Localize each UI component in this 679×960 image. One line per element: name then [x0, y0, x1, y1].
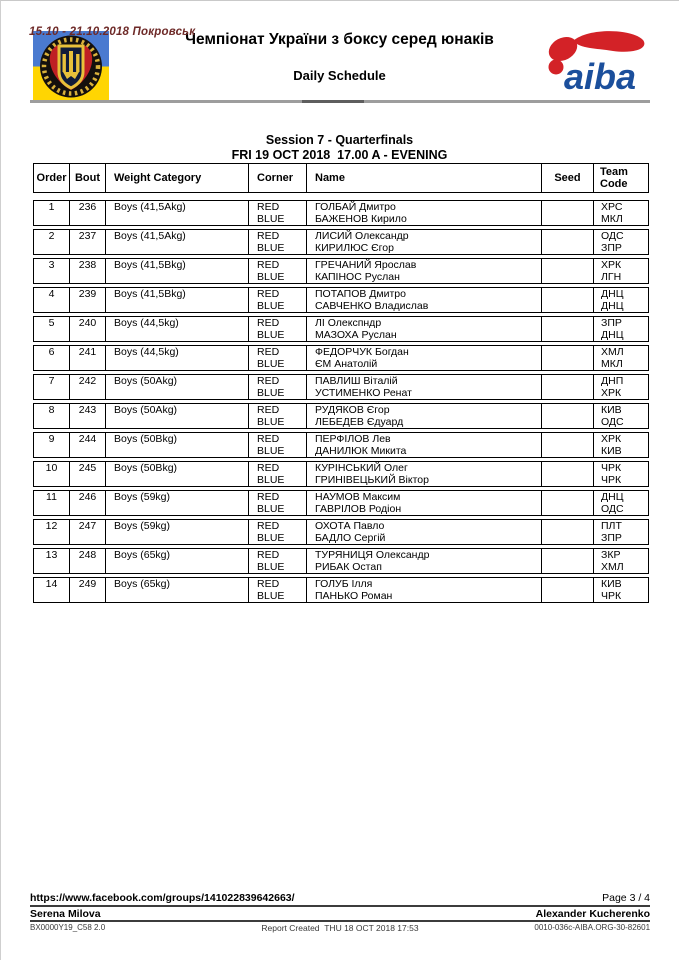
red-boxer-name: ТУРЯНИЦЯ Олександр	[315, 549, 430, 561]
blue-boxer-name: МАЗОХА Руслан	[315, 329, 397, 341]
weight-category-cell: Boys (41,5Akg)	[106, 201, 249, 225]
blue-corner-label: BLUE	[257, 503, 285, 515]
weight-category-cell: Boys (59kg)	[106, 491, 249, 515]
blue-corner-label: BLUE	[257, 474, 285, 486]
blue-team-code: МКЛ	[601, 213, 623, 225]
red-team-code: ЗКР	[601, 549, 621, 561]
footer-row-2	[30, 907, 650, 922]
red-boxer-name: ПЕРФІЛОВ Лев	[315, 433, 391, 445]
seed-cell	[542, 375, 594, 399]
corner-cell	[249, 433, 307, 457]
red-corner-label: RED	[257, 317, 280, 329]
seed-cell	[542, 259, 594, 283]
name-cell	[307, 404, 542, 428]
blue-team-code: ЗПР	[601, 532, 622, 544]
order-cell: 14	[34, 578, 70, 602]
blue-boxer-name: САВЧЕНКО Владислав	[315, 300, 429, 312]
red-boxer-name: ОХОТА Павло	[315, 520, 385, 532]
report-code: BX0000Y19_C58 2.0	[30, 923, 106, 932]
bout-cell: 236	[70, 201, 106, 225]
blue-corner-label: BLUE	[257, 561, 285, 573]
seed-cell	[542, 520, 594, 544]
red-corner-label: RED	[257, 259, 280, 271]
red-corner-label: RED	[257, 201, 280, 213]
blue-corner-label: BLUE	[257, 590, 285, 602]
red-team-code: ЧРК	[601, 462, 622, 474]
blue-corner-label: BLUE	[257, 213, 285, 225]
bout-cell: 244	[70, 433, 106, 457]
header-weight-category: Weight Category	[106, 164, 249, 192]
team-code-cell	[594, 288, 650, 312]
red-corner-label: RED	[257, 578, 280, 590]
blue-team-code: ЛГН	[601, 271, 622, 283]
order-cell: 12	[34, 520, 70, 544]
blue-corner-label: BLUE	[257, 358, 285, 370]
red-team-code: ДНЦ	[601, 288, 624, 300]
blue-team-code: ДНЦ	[601, 300, 624, 312]
red-team-code: ПЛТ	[601, 520, 622, 532]
divider-smudge	[302, 100, 364, 103]
team-code-cell	[594, 520, 650, 544]
blue-boxer-name: БАЖЕНОВ Кирило	[315, 213, 407, 225]
blue-boxer-name: ГРИНІВЕЦЬКИЙ Віктор	[315, 474, 429, 486]
table-row	[33, 461, 649, 487]
red-corner-label: RED	[257, 491, 280, 503]
report-created: Report Created THU 18 OCT 2018 17:53	[261, 923, 419, 933]
table-row	[33, 229, 649, 255]
weight-category-cell: Boys (59kg)	[106, 520, 249, 544]
page-title: Чемпіонат України з боксу серед юнаків	[185, 31, 494, 48]
blue-boxer-name: ЄМ Анатолій	[315, 358, 378, 370]
red-team-code: ХРС	[601, 201, 623, 213]
doc-id: 0010-036c-AIBA.ORG-30-82601	[534, 923, 651, 932]
red-team-code: ДНП	[601, 375, 624, 387]
blue-boxer-name: ПАНЬКО Роман	[315, 590, 393, 602]
blue-boxer-name: УСТИМЕНКО Ренат	[315, 387, 412, 399]
order-cell: 7	[34, 375, 70, 399]
team-code-cell	[594, 259, 650, 283]
red-corner-label: RED	[257, 230, 280, 242]
blue-corner-label: BLUE	[257, 532, 285, 544]
order-cell: 5	[34, 317, 70, 341]
team-code-cell	[594, 346, 650, 370]
order-cell: 13	[34, 549, 70, 573]
team-code-cell	[594, 462, 650, 486]
team-code-cell	[594, 375, 650, 399]
table-row	[33, 374, 649, 400]
aiba-logo-text: aiba	[564, 56, 637, 97]
red-corner-label: RED	[257, 433, 280, 445]
red-boxer-name: ПАВЛИШ Віталій	[315, 375, 398, 387]
red-boxer-name: ГОЛБАЙ Дмитро	[315, 201, 396, 213]
corner-cell	[249, 404, 307, 428]
blue-team-code: КИВ	[601, 445, 622, 457]
seed-cell	[542, 288, 594, 312]
corner-cell	[249, 491, 307, 515]
seed-cell	[542, 549, 594, 573]
page-footer	[30, 892, 650, 933]
table-row	[33, 548, 649, 574]
order-cell: 6	[34, 346, 70, 370]
page-subtitle: Daily Schedule	[293, 68, 386, 83]
red-corner-label: RED	[257, 346, 280, 358]
seed-cell	[542, 230, 594, 254]
seed-cell	[542, 404, 594, 428]
red-boxer-name: КУРІНСЬКИЙ Олег	[315, 462, 408, 474]
weight-category-cell: Boys (50Akg)	[106, 404, 249, 428]
blue-boxer-name: ГАВРІЛОВ Родіон	[315, 503, 402, 515]
header-corner: Corner	[249, 164, 307, 192]
weight-category-cell: Boys (50Bkg)	[106, 433, 249, 457]
red-team-code: ЗПР	[601, 317, 622, 329]
corner-cell	[249, 462, 307, 486]
corner-cell	[249, 549, 307, 573]
blue-corner-label: BLUE	[257, 387, 285, 399]
red-boxer-name: ГРЕЧАНИЙ Ярослав	[315, 259, 417, 271]
table-row	[33, 287, 649, 313]
red-team-code: КИВ	[601, 578, 622, 590]
bout-cell: 245	[70, 462, 106, 486]
red-corner-label: RED	[257, 462, 280, 474]
bout-cell: 247	[70, 520, 106, 544]
corner-cell	[249, 259, 307, 283]
header-seed: Seed	[542, 164, 594, 192]
table-row	[33, 258, 649, 284]
event-dates-annotation: 15.10 - 21.10.2018 Покровськ	[29, 26, 196, 38]
order-cell: 9	[34, 433, 70, 457]
red-boxer-name: РУДЯКОВ Єгор	[315, 404, 390, 416]
red-boxer-name: ПОТАПОВ Дмитро	[315, 288, 406, 300]
bout-cell: 240	[70, 317, 106, 341]
order-cell: 3	[34, 259, 70, 283]
red-corner-label: RED	[257, 520, 280, 532]
weight-category-cell: Boys (50Akg)	[106, 375, 249, 399]
blue-team-code: ХМЛ	[601, 561, 624, 573]
weight-category-cell: Boys (44,5kg)	[106, 317, 249, 341]
team-code-cell	[594, 230, 650, 254]
bout-cell: 241	[70, 346, 106, 370]
team-code-cell	[594, 404, 650, 428]
corner-cell	[249, 230, 307, 254]
session-block	[0, 133, 679, 163]
red-team-code: ОДС	[601, 230, 624, 242]
blue-boxer-name: РИБАК Остап	[315, 561, 382, 573]
red-boxer-name: ГОЛУБ Ілля	[315, 578, 373, 590]
footer-row-3	[30, 922, 650, 933]
table-row	[33, 403, 649, 429]
bout-cell: 242	[70, 375, 106, 399]
footer-row-1	[30, 892, 650, 907]
order-cell: 4	[34, 288, 70, 312]
name-cell	[307, 317, 542, 341]
name-cell	[307, 346, 542, 370]
seed-cell	[542, 491, 594, 515]
red-boxer-name: НАУМОВ Максим	[315, 491, 401, 503]
weight-category-cell: Boys (41,5Bkg)	[106, 259, 249, 283]
corner-cell	[249, 288, 307, 312]
name-cell	[307, 433, 542, 457]
red-boxer-name: ФЕДОРЧУК Богдан	[315, 346, 409, 358]
seed-cell	[542, 462, 594, 486]
blue-corner-label: BLUE	[257, 445, 285, 457]
official-left: Serena Milova	[30, 908, 101, 920]
team-code-cell	[594, 549, 650, 573]
blue-team-code: ОДС	[601, 416, 624, 428]
blue-boxer-name: КАПІНОС Руслан	[315, 271, 400, 283]
red-team-code: ДНЦ	[601, 491, 624, 503]
blue-corner-label: BLUE	[257, 300, 285, 312]
header-name: Name	[307, 164, 542, 192]
blue-corner-label: BLUE	[257, 416, 285, 428]
red-corner-label: RED	[257, 404, 280, 416]
header-bout: Bout	[70, 164, 106, 192]
red-corner-label: RED	[257, 288, 280, 300]
team-code-cell	[594, 201, 650, 225]
name-cell	[307, 230, 542, 254]
header-team-code: Team Code	[600, 166, 628, 190]
weight-category-cell: Boys (65kg)	[106, 578, 249, 602]
table-row	[33, 200, 649, 226]
blue-team-code: ХРК	[601, 387, 622, 399]
blue-boxer-name: БАДЛО Сергій	[315, 532, 386, 544]
seed-cell	[542, 433, 594, 457]
page-number: Page 3 / 4	[602, 892, 650, 904]
corner-cell	[249, 201, 307, 225]
bout-cell: 239	[70, 288, 106, 312]
name-cell	[307, 578, 542, 602]
blue-corner-label: BLUE	[257, 271, 285, 283]
red-team-code: КИВ	[601, 404, 622, 416]
team-code-cell	[594, 491, 650, 515]
table-row	[33, 519, 649, 545]
schedule-table	[33, 163, 649, 606]
blue-boxer-name: ДАНИЛЮК Микита	[315, 445, 407, 457]
corner-cell	[249, 346, 307, 370]
blue-team-code: МКЛ	[601, 358, 623, 370]
table-header-row	[33, 163, 649, 193]
header-order: Order	[34, 164, 70, 192]
red-corner-label: RED	[257, 549, 280, 561]
table-row	[33, 490, 649, 516]
corner-cell	[249, 520, 307, 544]
corner-cell	[249, 375, 307, 399]
blue-corner-label: BLUE	[257, 242, 285, 254]
team-code-cell	[594, 433, 650, 457]
blue-team-code: ЧРК	[601, 474, 622, 486]
aiba-logo-icon	[537, 25, 653, 99]
official-right: Alexander Kucherenko	[535, 908, 650, 920]
order-cell: 1	[34, 201, 70, 225]
facebook-url: https://www.facebook.com/groups/141022839642663/	[30, 892, 295, 904]
order-cell: 8	[34, 404, 70, 428]
name-cell	[307, 549, 542, 573]
blue-team-code: ОДС	[601, 503, 624, 515]
bout-cell: 243	[70, 404, 106, 428]
table-row	[33, 432, 649, 458]
blue-boxer-name: ЛЕБЕДЕВ Єдуард	[315, 416, 404, 428]
name-cell	[307, 520, 542, 544]
weight-category-cell: Boys (50Bkg)	[106, 462, 249, 486]
red-team-code: ХМЛ	[601, 346, 624, 358]
seed-cell	[542, 578, 594, 602]
weight-category-cell: Boys (44,5kg)	[106, 346, 249, 370]
table-row	[33, 316, 649, 342]
red-corner-label: RED	[257, 375, 280, 387]
name-cell	[307, 375, 542, 399]
weight-category-cell: Boys (65kg)	[106, 549, 249, 573]
blue-boxer-name: КИРИЛЮС Єгор	[315, 242, 394, 254]
red-team-code: ХРК	[601, 259, 622, 271]
team-code-cell	[594, 317, 650, 341]
corner-cell	[249, 317, 307, 341]
header-divider	[30, 100, 650, 103]
bout-cell: 246	[70, 491, 106, 515]
order-cell: 11	[34, 491, 70, 515]
table-row	[33, 345, 649, 371]
bout-cell: 248	[70, 549, 106, 573]
red-team-code: ХРК	[601, 433, 622, 445]
red-boxer-name: ЛИСИЙ Олександр	[315, 230, 409, 242]
seed-cell	[542, 346, 594, 370]
bout-cell: 238	[70, 259, 106, 283]
name-cell	[307, 491, 542, 515]
corner-cell	[249, 578, 307, 602]
weight-category-cell: Boys (41,5Akg)	[106, 230, 249, 254]
name-cell	[307, 288, 542, 312]
team-code-cell	[594, 578, 650, 602]
blue-team-code: ЧРК	[601, 590, 622, 602]
session-schedule: FRI 19 OCT 2018 17.00 A - EVENING	[231, 148, 448, 162]
seed-cell	[542, 317, 594, 341]
order-cell: 2	[34, 230, 70, 254]
red-boxer-name: ЛІ Олекспндр	[315, 317, 382, 329]
order-cell: 10	[34, 462, 70, 486]
bout-cell: 237	[70, 230, 106, 254]
bout-rows	[33, 200, 649, 603]
name-cell	[307, 201, 542, 225]
blue-corner-label: BLUE	[257, 329, 285, 341]
seed-cell	[542, 201, 594, 225]
name-cell	[307, 462, 542, 486]
blue-team-code: ЗПР	[601, 242, 622, 254]
blue-team-code: ДНЦ	[601, 329, 624, 341]
table-row	[33, 577, 649, 603]
bout-cell: 249	[70, 578, 106, 602]
weight-category-cell: Boys (41,5Bkg)	[106, 288, 249, 312]
name-cell	[307, 259, 542, 283]
session-title: Session 7 - Quarterfinals	[265, 133, 414, 147]
